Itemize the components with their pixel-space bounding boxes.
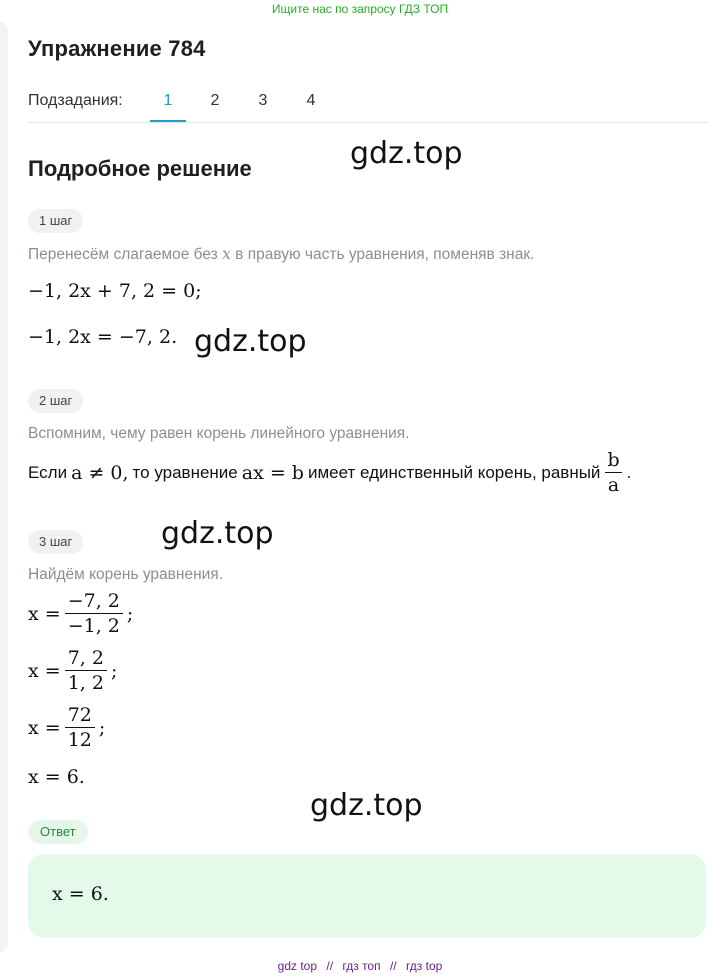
step-badge-1: 1 шаг bbox=[28, 209, 83, 233]
section-title: Подробное решение bbox=[28, 156, 252, 181]
rule-math-1: a ≠ 0, bbox=[71, 461, 129, 484]
fraction-numerator: 7, 2 bbox=[67, 647, 104, 669]
rule-text-3: имеет единственный корень, равный bbox=[307, 462, 601, 482]
fraction-denominator: 12 bbox=[65, 727, 95, 751]
step-1-equation-1: −1, 2x + 7, 2 = 0; bbox=[28, 280, 202, 302]
search-banner: Ищите нас по запросу ГДЗ ТОП bbox=[271, 2, 449, 16]
rule-fraction bbox=[604, 449, 622, 496]
fraction-numerator: −7, 2 bbox=[67, 590, 120, 612]
rule-end: . bbox=[626, 462, 632, 482]
step-2-rule bbox=[28, 449, 631, 496]
subtask-tab-2[interactable]: 2 bbox=[210, 92, 220, 109]
equation-end: ; bbox=[126, 602, 134, 625]
subtask-tab-4[interactable]: 4 bbox=[306, 92, 316, 109]
fraction-denominator: a bbox=[605, 472, 622, 496]
step-1-hint-before: Перенесём слагаемое без bbox=[28, 246, 218, 263]
step-3-equation-2 bbox=[28, 647, 117, 694]
page-title: Упражнение 784 bbox=[28, 36, 206, 61]
answer-badge: Ответ bbox=[28, 820, 88, 844]
subtask-tab-3[interactable]: 3 bbox=[258, 92, 268, 109]
left-rail bbox=[0, 22, 8, 952]
equation-end: ; bbox=[98, 716, 106, 739]
subtask-tab-1[interactable]: 1 bbox=[150, 90, 186, 122]
footer-link-3[interactable]: гдз top bbox=[405, 959, 443, 973]
answer-value: x = 6. bbox=[52, 883, 109, 905]
watermark: gdz.top bbox=[194, 324, 307, 359]
step-3-hint: Найдём корень уравнения. bbox=[28, 566, 224, 583]
footer-links bbox=[0, 959, 720, 973]
step-3-equation-1 bbox=[28, 590, 133, 637]
step-badge-2: 2 шаг bbox=[28, 389, 83, 413]
footer-separator: // bbox=[326, 959, 334, 973]
footer-separator: // bbox=[389, 959, 397, 973]
step-badge-3: 3 шаг bbox=[28, 530, 83, 554]
fraction-numerator: 72 bbox=[67, 704, 92, 726]
fraction-denominator: 1, 2 bbox=[65, 670, 107, 694]
step-1-hint-after: в правую часть уравнения, поменяв знак. bbox=[235, 246, 535, 263]
rule-text-1: Если bbox=[28, 462, 68, 482]
step-1-hint-var: x bbox=[222, 245, 231, 263]
step-2-hint: Вспомним, чему равен корень линейного уравнения. bbox=[28, 425, 410, 442]
equation-end: ; bbox=[110, 659, 118, 682]
step-1-hint bbox=[28, 245, 534, 264]
subtasks-label: Подзадания: bbox=[28, 92, 123, 109]
footer-link-1[interactable]: gdz top bbox=[277, 959, 318, 973]
equation-lhs: x = bbox=[28, 716, 61, 739]
fraction-denominator: −1, 2 bbox=[65, 613, 123, 637]
equation-lhs: x = bbox=[28, 659, 61, 682]
watermark: gdz.top bbox=[350, 136, 463, 171]
step-3-final: x = 6. bbox=[28, 766, 85, 788]
footer-link-2[interactable]: гдз топ bbox=[342, 959, 381, 973]
equation-fraction bbox=[65, 704, 95, 751]
fraction-numerator: b bbox=[607, 449, 620, 471]
answer-box bbox=[28, 854, 706, 938]
rule-math-2: ax = b bbox=[241, 461, 304, 484]
equation-fraction bbox=[65, 647, 107, 694]
equation-fraction bbox=[65, 590, 123, 637]
rule-text-2: то уравнение bbox=[132, 462, 238, 482]
subtasks-nav bbox=[28, 88, 708, 123]
watermark: gdz.top bbox=[161, 516, 274, 551]
watermark: gdz.top bbox=[310, 788, 423, 823]
equation-lhs: x = bbox=[28, 602, 61, 625]
step-1-equation-2: −1, 2x = −7, 2. bbox=[28, 326, 178, 348]
step-3-equation-3 bbox=[28, 704, 105, 751]
